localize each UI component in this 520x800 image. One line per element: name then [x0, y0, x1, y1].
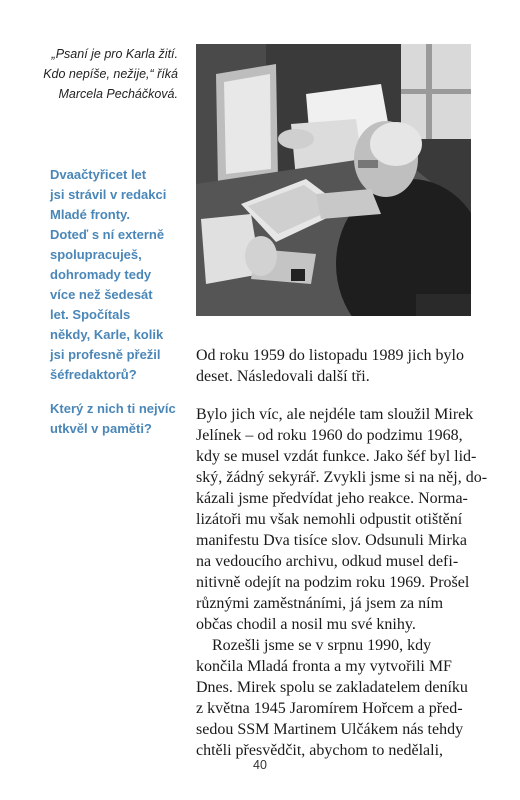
text-line: občas chodil a nosil mu své knihy.	[196, 616, 416, 633]
caption-line: „Psaní je pro Karla žití.	[51, 47, 178, 61]
photo-man-at-computer	[196, 44, 471, 316]
answer-paragraph-2	[196, 404, 488, 761]
question-line: jsi strávil v redakci	[50, 187, 167, 202]
question-line: Dvaačtyřicet let	[50, 167, 147, 182]
caption-line: Marcela Pecháčková.	[58, 87, 178, 101]
text-line: manifestu Dva tisíce slov. Odsunuli Mirka	[196, 532, 467, 549]
question-line: jsi profesně přežil	[50, 347, 161, 362]
page-number: 40	[253, 758, 267, 772]
text-line: deset. Následovali další tři.	[196, 368, 370, 385]
answer-paragraph-1	[196, 345, 476, 387]
question-line: šéfredaktorů?	[50, 367, 137, 382]
question-line: více než šedesát	[50, 287, 153, 302]
question-line: někdy, Karle, kolik	[50, 327, 164, 342]
question-line: dohromady tedy	[50, 267, 152, 282]
question-line: Mladé fronty.	[50, 207, 130, 222]
photo-illustration	[196, 44, 471, 316]
question-line: Doteď s ní externě	[50, 227, 165, 242]
text-line: ský, žádný sekyrář. Zvykli jsme si na něj, do-	[196, 469, 488, 486]
question-line: Který z nich ti nejvíc	[50, 401, 176, 416]
text-line: kdy se musel vzdát funkce. Jako šéf byl lid-	[196, 448, 477, 465]
text-line: kázali jsme předvídat jeho reakce. Norma-	[196, 490, 468, 507]
text-line: končila Mladá fronta a my vytvořili MF	[196, 658, 452, 675]
text-line: nitivně odejít na podzim roku 1969. Prošel	[196, 574, 470, 591]
text-line: z května 1945 Jaromírem Hořcem a před-	[196, 700, 463, 717]
text-line: Od roku 1959 do listopadu 1989 jich bylo	[196, 347, 464, 364]
text-line: sedou SSM Martinem Ulčákem nás tehdy	[196, 721, 464, 738]
question-line: let. Spočítals	[50, 307, 131, 322]
photo-caption	[28, 44, 178, 104]
interview-question-2	[50, 399, 190, 439]
question-line: spolupracuješ,	[50, 247, 142, 262]
text-line: Dnes. Mirek spolu se zakladatelem deníku	[196, 679, 468, 696]
text-line: Jelínek – od roku 1960 do podzimu 1968,	[196, 427, 463, 444]
text-line: chtěli přesvědčit, abychom to nedělali,	[196, 742, 444, 759]
text-line: lizátoři mu však nemohli odpustit otištění	[196, 511, 463, 528]
text-line: Rozešli jsme se v srpnu 1990, kdy	[212, 637, 432, 654]
interview-question-1	[50, 165, 190, 385]
text-line: Bylo jich víc, ale nejdéle tam sloužil Mirek	[196, 406, 474, 423]
text-line: různými zaměstnáními, já jsem za ním	[196, 595, 444, 612]
caption-line: Kdo nepíše, nežije,“ říká	[43, 67, 178, 81]
text-line: na vedoucího archivu, odkud musel defi-	[196, 553, 459, 570]
question-line: utkvěl v paměti?	[50, 421, 152, 436]
